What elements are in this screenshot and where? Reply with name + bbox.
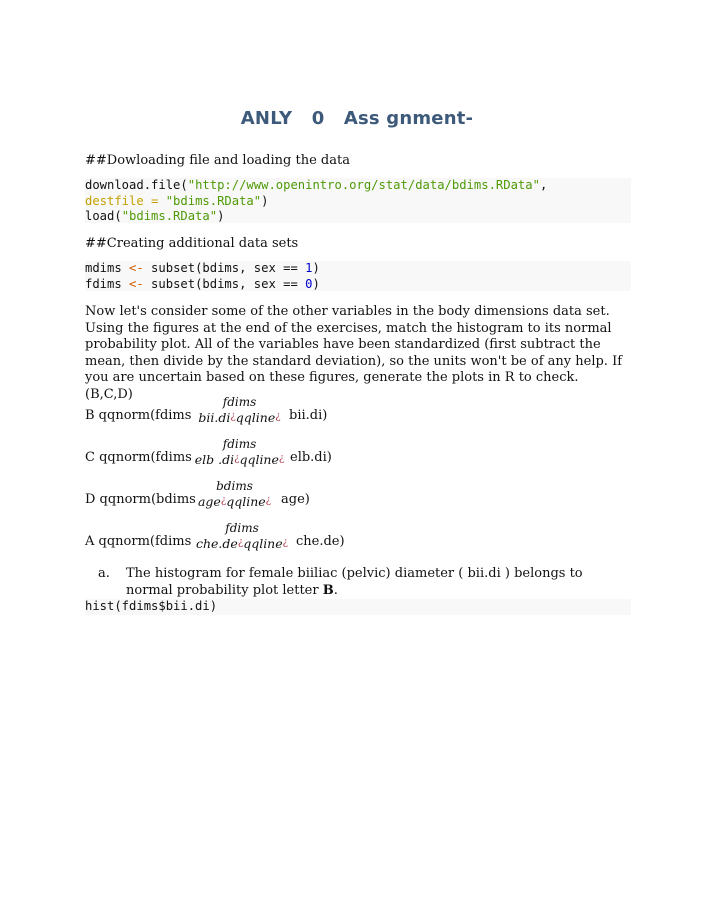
qq-fraction xyxy=(192,395,287,426)
qq-row-c xyxy=(85,437,485,473)
fraction-top: bdims xyxy=(216,479,253,493)
download-heading: ##Dowloading file and loading the data xyxy=(85,153,350,168)
qq-row-b xyxy=(85,395,485,431)
qq-row-a xyxy=(85,521,485,557)
answer-letter: B xyxy=(322,582,334,598)
answer-list-item xyxy=(85,566,630,600)
fraction-top: fdims xyxy=(225,521,259,535)
intro-paragraph: Now let's consider some of the other variables in the body dimensions data set. Using the figures at the end of the exercises, match the histogram to its normal probability plot. All of the variables have been standardized (first subtract the mean, then divide by the standard deviation), so the units won't be of any help. If you are uncertain based on these figures, generate the plots in R to check. (B,C,D) xyxy=(85,304,623,402)
list-marker: a. xyxy=(98,566,110,581)
code-block-subset: mdims <- subset(bdims, sex == 1) fdims <- subset(bdims, sex == 0) xyxy=(85,261,631,291)
list-item-text: The histogram for female biiliac (pelvic) diameter ( bii.di ) belongs to normal probability plot letter B. xyxy=(126,566,583,598)
qq-rhs: elb.di) xyxy=(290,450,332,465)
qq-fraction xyxy=(191,437,288,468)
code-block-hist: hist(fdims$bii.di) xyxy=(85,599,631,615)
fraction-top: fdims xyxy=(222,395,257,409)
fraction-bottom: elb .di¿qqline¿ xyxy=(194,452,285,467)
qq-lhs: C qqnorm(fdims xyxy=(85,450,192,465)
qq-lhs: D qqnorm(bdims xyxy=(85,492,196,507)
qq-rhs: bii.di) xyxy=(289,408,328,423)
fraction-bottom: che.de¿qqline¿ xyxy=(195,536,289,551)
qq-row-d xyxy=(85,479,485,515)
fraction-top: fdims xyxy=(222,437,257,451)
document-title: ANLY 0 Ass gnment- xyxy=(240,108,474,129)
code-block-download: download.file("http://www.openintro.org/stat/data/bdims.RData", destfile = "bdims.RData") load("bdims.RData") xyxy=(85,178,631,223)
qq-fraction xyxy=(192,521,292,552)
qq-lhs: B qqnorm(fdims xyxy=(85,408,192,423)
fraction-bottom: age¿qqline¿ xyxy=(197,494,272,509)
qq-fraction xyxy=(196,479,273,510)
qq-lhs: A qqnorm(fdims xyxy=(85,534,192,549)
datasets-heading: ##Creating additional data sets xyxy=(85,236,299,251)
fraction-bottom: bii.di¿qqline¿ xyxy=(198,410,281,425)
qq-rhs: che.de) xyxy=(296,534,345,549)
qq-rhs: age) xyxy=(281,492,310,507)
